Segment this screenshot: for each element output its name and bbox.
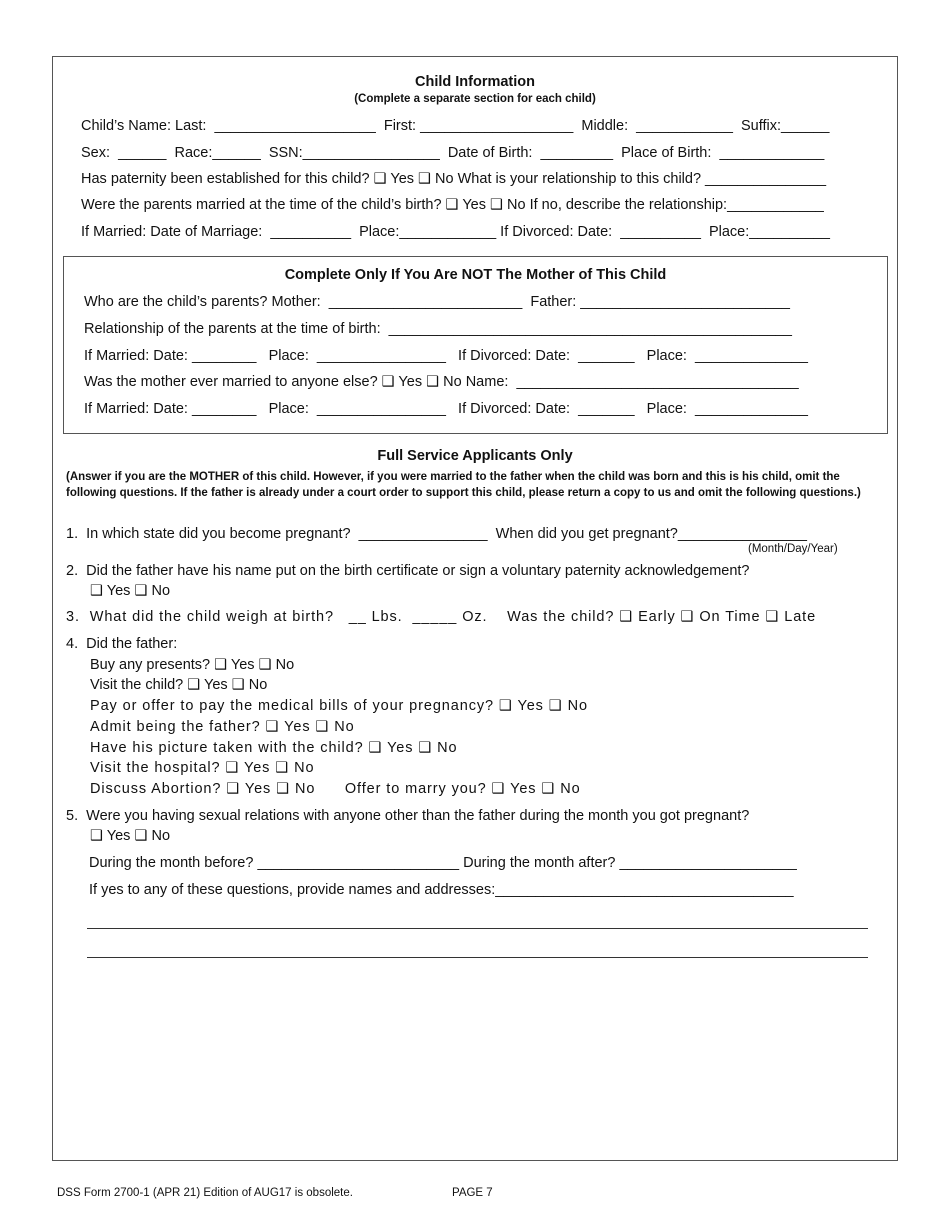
question-4-abortion-marry[interactable]: Discuss Abortion? ❑ Yes ❑ No Offer to marry you? ❑ Yes ❑ No	[90, 781, 581, 797]
paternity-row[interactable]: Has paternity been established for this child? ❑ Yes ❑ No What is your relationship to this child? _______________	[81, 171, 827, 187]
month-before-after-row[interactable]: During the month before? _________________________ During the month after? ______________________	[89, 855, 797, 871]
question-5-options[interactable]: ❑ Yes ❑ No	[90, 828, 171, 844]
not-mother-title: Complete Only If You Are NOT The Mother of This Child	[284, 267, 667, 283]
child-sex-race-row[interactable]: Sex: ______ Race:______ SSN:_________________ Date of Birth: _________ Place of Birth: _____________	[81, 145, 825, 161]
full-service-title: Full Service Applicants Only	[377, 448, 573, 464]
marriage-date-row[interactable]: If Married: Date of Marriage: __________ Place:____________ If Divorced: Date: __________ Place:__________	[81, 224, 830, 240]
mother-married-else-row[interactable]: Was the mother ever married to anyone else? ❑ Yes ❑ No Name: ___________________________________	[84, 374, 799, 390]
form-id: DSS Form 2700-1 (APR 21) Edition of AUG17 is obsolete.	[57, 1187, 353, 1199]
parents-names-row[interactable]: Who are the child’s parents? Mother: ________________________ Father: __________________________	[84, 294, 790, 310]
question-4-medical-bills[interactable]: Pay or offer to pay the medical bills of your pregnancy? ❑ Yes ❑ No	[90, 698, 588, 714]
parents-relationship-row[interactable]: Relationship of the parents at the time of birth: __________________________________________________	[84, 321, 792, 337]
question-1[interactable]: 1. In which state did you become pregnant? ________________ When did you get pregnant?________________	[66, 526, 807, 542]
question-4-picture[interactable]: Have his picture taken with the child? ❑ Yes ❑ No	[90, 740, 458, 756]
question-3[interactable]: 3. What did the child weigh at birth? __ Lbs. _____ Oz. Was the child? ❑ Early ❑ On Time ❑ Late	[66, 609, 817, 625]
child-name-row[interactable]: Child’s Name: Last: ____________________ First: ___________________ Middle: ____________ Suffix:______	[81, 118, 830, 134]
question-4-admit-father[interactable]: Admit being the father? ❑ Yes ❑ No	[90, 719, 355, 735]
question-4: 4. Did the father:	[66, 636, 178, 652]
names-addresses-row[interactable]: If yes to any of these questions, provide names and addresses:_____________________________________	[89, 882, 794, 898]
mother-other-married-date-row[interactable]: If Married: Date: ________ Place: ________________ If Divorced: Date: _______ Place: ______________	[84, 401, 808, 417]
answer-line-2[interactable]	[87, 957, 868, 958]
parents-married-date-row[interactable]: If Married: Date: ________ Place: ________________ If Divorced: Date: _______ Place: ______________	[84, 348, 808, 364]
child-info-subtitle: (Complete a separate section for each child)	[354, 93, 596, 105]
question-2-options[interactable]: ❑ Yes ❑ No	[90, 583, 171, 599]
page-number: PAGE 7	[452, 1187, 493, 1199]
parents-married-row[interactable]: Were the parents married at the time of the child’s birth? ❑ Yes ❑ No If no, describe the relationship:____________	[81, 197, 824, 213]
question-4-visit-child[interactable]: Visit the child? ❑ Yes ❑ No	[90, 677, 268, 693]
child-info-title: Child Information	[414, 74, 535, 90]
answer-line-1[interactable]	[87, 928, 868, 929]
question-5: 5. Were you having sexual relations with anyone other than the father during the month you got pregnant?	[66, 808, 750, 824]
question-2: 2. Did the father have his name put on the birth certificate or sign a voluntary paternity acknowledgement?	[66, 563, 750, 579]
full-service-intro: (Answer if you are the MOTHER of this child. However, if you were married to the father when the child was born and this is his child, omit the following questions. If the father is already under a court order to support this child, please return a copy to us and omit the following questions.)	[66, 471, 861, 499]
question-4-hospital[interactable]: Visit the hospital? ❑ Yes ❑ No	[90, 760, 315, 776]
question-4-presents[interactable]: Buy any presents? ❑ Yes ❑ No	[90, 657, 295, 673]
date-format-hint: (Month/Day/Year)	[748, 543, 838, 555]
